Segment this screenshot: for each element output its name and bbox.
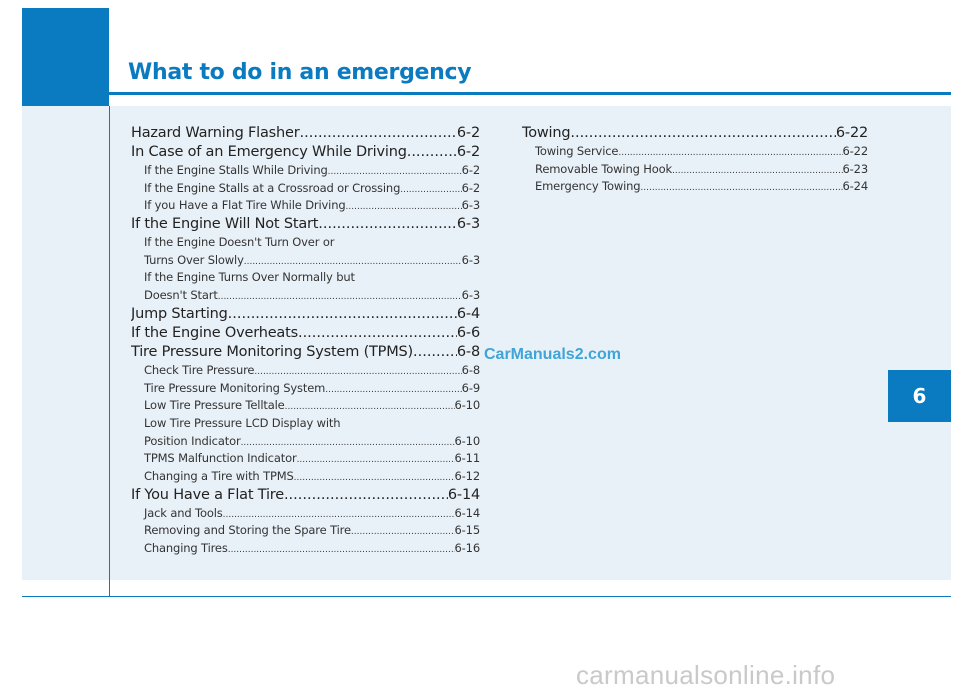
toc-entry-label: Removable Towing Hook [535, 161, 673, 176]
toc-subentry[interactable] [131, 433, 480, 451]
toc-page-number: 6-12 [454, 468, 480, 483]
toc-subentry[interactable] [131, 234, 480, 252]
toc-page-number: 6-22 [835, 125, 868, 141]
toc-subentry[interactable] [131, 197, 480, 215]
page-title: What to do in an emergency [128, 60, 472, 85]
toc-page-number: 6-14 [447, 486, 480, 503]
dot-leader [297, 452, 455, 468]
toc-entry-label: Jump Starting [131, 305, 228, 322]
toc-page-number: 6-3 [461, 288, 480, 303]
toc-entry-label: Changing Tires [144, 541, 228, 555]
dot-leader [413, 343, 457, 362]
toc-page-number: 6-10 [454, 398, 480, 413]
dot-leader [346, 199, 462, 215]
toc-page-number: 6-16 [454, 541, 480, 555]
toc-subentry[interactable] [131, 415, 480, 433]
dot-leader [300, 124, 457, 143]
toc-page-number: 6-2 [461, 163, 480, 177]
margin-rule [109, 106, 110, 596]
toc-subentry[interactable] [131, 269, 480, 287]
dot-leader [318, 215, 457, 234]
toc-entry-label: Emergency Towing [535, 179, 641, 194]
toc-entry-label: Doesn't Start [144, 288, 218, 303]
toc-subentry[interactable] [522, 178, 868, 196]
dot-leader [672, 163, 842, 179]
toc-page-number: 6-6 [456, 324, 480, 341]
toc-page-number: 6-24 [842, 179, 868, 194]
toc-right-column [522, 124, 868, 196]
watermark-carmanuals: CarManuals2.com [484, 346, 621, 363]
toc-page-number: 6-2 [461, 180, 480, 195]
toc-entry[interactable] [131, 343, 480, 362]
dot-leader [285, 399, 455, 415]
dot-leader [228, 305, 457, 324]
dot-leader [570, 124, 836, 143]
toc-entry-label: Changing a Tire with TPMS [144, 468, 294, 483]
toc-page-number: 6-10 [454, 433, 480, 448]
toc-page-number: 6-3 [456, 216, 480, 233]
toc-subentry[interactable] [131, 540, 480, 558]
toc-entry-label: If the Engine Will Not Start [131, 216, 319, 233]
toc-entry[interactable] [131, 486, 480, 505]
toc-left-column [131, 124, 480, 558]
toc-subentry[interactable] [131, 522, 480, 540]
toc-subentry[interactable] [522, 143, 868, 161]
toc-page-number: 6-3 [461, 198, 480, 213]
toc-entry-label: If the Engine Overheats [131, 324, 298, 341]
dot-leader [241, 435, 455, 451]
toc-entry-label: Removing and Storing the Spare Tire [144, 523, 351, 538]
toc-entry-label: Towing [522, 125, 571, 141]
dot-leader [325, 382, 461, 398]
toc-entry-label: If the Engine Doesn't Turn Over or [144, 235, 335, 250]
toc-subentry[interactable] [131, 180, 480, 198]
dot-leader [244, 254, 462, 270]
dot-leader [351, 524, 455, 540]
toc-page-number: 6-3 [461, 252, 480, 267]
dot-leader [407, 143, 457, 162]
toc-entry-label: Hazard Warning Flasher [131, 125, 300, 141]
toc-entry-label: If the Engine Stalls at a Crossroad or Crossing [144, 180, 401, 195]
dot-leader [284, 486, 448, 505]
toc-subentry[interactable] [131, 450, 480, 468]
toc-entry-label: If the Engine Turns Over Normally but [144, 270, 355, 285]
toc-page-number: 6-8 [456, 343, 480, 360]
toc-page-number: 6-2 [456, 125, 480, 141]
toc-entry-label: Tire Pressure Monitoring System (TPMS) [131, 343, 413, 360]
toc-entry-label: Tire Pressure Monitoring System [144, 380, 326, 395]
toc-page-number: 6-22 [842, 144, 868, 158]
toc-entry[interactable] [131, 143, 480, 162]
dot-leader [223, 507, 455, 523]
toc-page-number: 6-9 [461, 380, 480, 395]
dot-leader [294, 470, 455, 486]
toc-entry-label: Low Tire Pressure LCD Display with [144, 415, 341, 430]
toc-page-number: 6-11 [454, 451, 480, 466]
toc-subentry[interactable] [131, 162, 480, 180]
toc-subentry[interactable] [131, 380, 480, 398]
dot-leader [298, 324, 457, 343]
toc-subentry[interactable] [131, 362, 480, 380]
toc-entry-label: Towing Service [535, 144, 619, 158]
toc-entry-label: Position Indicator [144, 433, 241, 448]
chapter-tab[interactable]: 6 [888, 370, 951, 422]
toc-entry[interactable] [131, 305, 480, 324]
dot-leader [328, 164, 462, 180]
dot-leader [640, 180, 842, 196]
toc-page-number: 6-15 [454, 523, 480, 538]
toc-subentry[interactable] [131, 252, 480, 270]
dot-leader [228, 542, 455, 558]
dot-leader [400, 182, 461, 198]
toc-entry-label: Low Tire Pressure Telltale [144, 398, 285, 413]
toc-entry[interactable] [522, 124, 868, 143]
bottom-rule [22, 596, 951, 597]
toc-subentry[interactable] [522, 161, 868, 179]
toc-entry-label: If you Have a Flat Tire While Driving [144, 198, 346, 213]
toc-entry[interactable] [131, 324, 480, 343]
toc-entry-label: Jack and Tools [144, 505, 223, 520]
toc-entry-label: If You Have a Flat Tire [131, 486, 284, 503]
toc-subentry[interactable] [131, 468, 480, 486]
toc-page-number: 6-14 [454, 505, 480, 520]
toc-entry[interactable] [131, 215, 480, 234]
dot-leader [218, 289, 462, 305]
watermark-footer: carmanualsonline.info [576, 660, 836, 690]
toc-subentry[interactable] [131, 505, 480, 523]
dot-leader [618, 145, 842, 161]
toc-entry-label: TPMS Malfunction Indicator [144, 451, 297, 466]
toc-page-number: 6-23 [842, 161, 868, 176]
toc-page-number: 6-8 [461, 362, 480, 377]
toc-subentry[interactable] [131, 397, 480, 415]
toc-page-number: 6-2 [456, 144, 480, 160]
toc-entry-label: Turns Over Slowly [144, 252, 244, 267]
toc-entry-label: If the Engine Stalls While Driving [144, 163, 328, 177]
toc-page-number: 6-4 [456, 305, 480, 322]
title-underline [109, 92, 951, 95]
toc-subentry[interactable] [131, 287, 480, 305]
toc-entry-label: Check Tire Pressure [144, 362, 255, 377]
corner-accent-block [22, 8, 109, 106]
toc-entry-label: In Case of an Emergency While Driving [131, 144, 407, 160]
dot-leader [254, 364, 461, 380]
toc-entry[interactable] [131, 124, 480, 143]
